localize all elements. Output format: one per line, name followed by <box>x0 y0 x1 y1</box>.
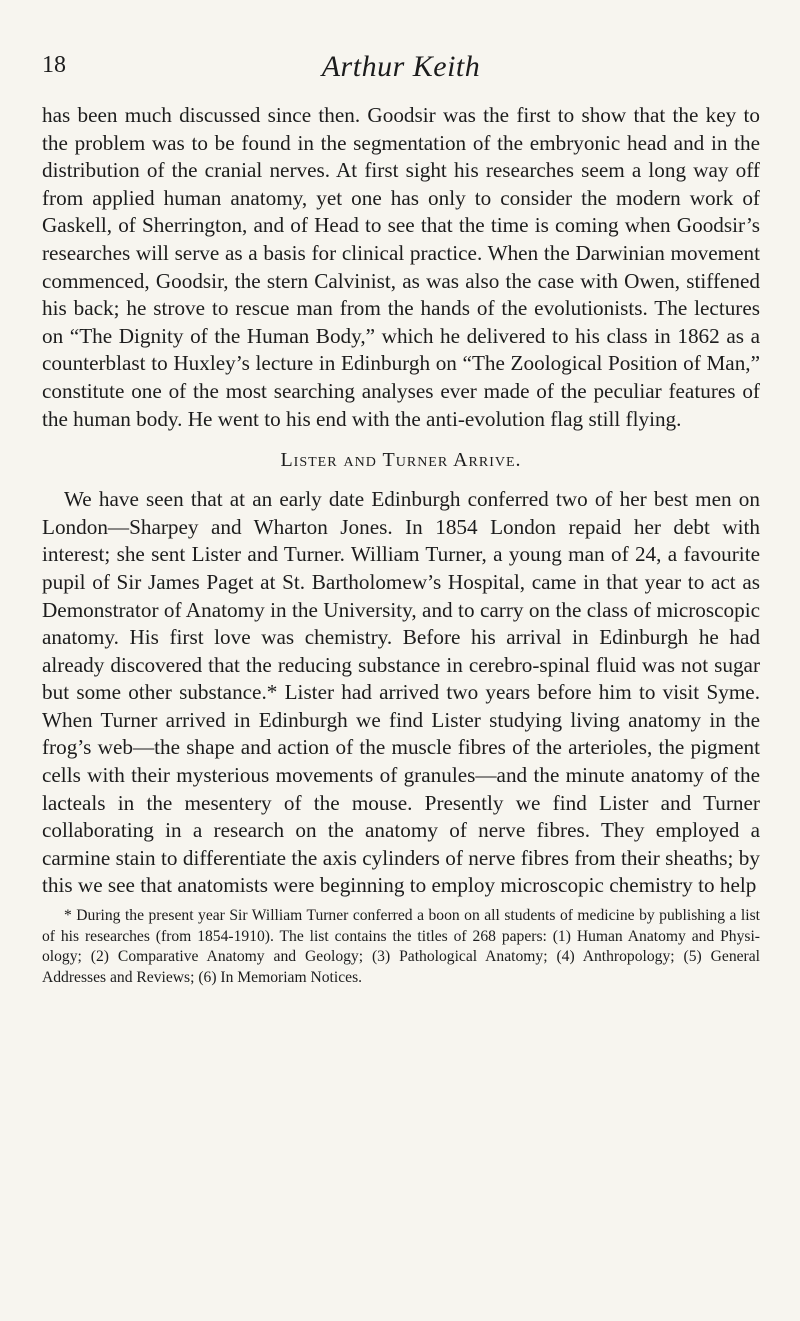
paragraph-goodsir: has been much discussed since then. Goodsir was the first to show that the key to the problem was to be found in the segmentation of the embryonic head and in the distribution of the cranial nerves. At first sight his researches seem a long way off from applied human anatomy, yet one has only to consider the modern work of Gaskell, of Sherrington, and of Head to see that the time is coming when Goodsir’s researches will serve as a basis for clinical practice. When the Darwinian movement commenced, Goodsir, the stern Calvinist, as was also the case with Owen, stiffened his back; he strove to rescue man from the hands of the evolutionists. The lectures on “The Dignity of the Human Body,” which he delivered to his class in 1862 as a counterblast to Huxley’s lecture in Edinburgh on “The Zoological Position of Man,” constitute one of the most searching analyses ever made of the peculiar features of the human body. He went to his end with the anti-evolution flag still flying. <box>42 103 760 431</box>
footnote: * During the present year Sir William Turner conferred a boon on all students of medicine by publishing a list of his researches (from 1854-1910). The list contains the titles of 268 papers: (1) Human Anatomy and Physiology; (2) Comparative Anatomy and Geology; (3) Pathological Anatomy; (4) Anthropology; (5) General Addresses and Reviews; (6) In Memoriam Notices. <box>42 907 760 986</box>
running-title: Arthur Keith <box>321 50 481 83</box>
page-number: 18 <box>42 52 66 78</box>
section-heading: Lister and Turner Arrive. <box>280 449 522 472</box>
paragraph-lister-turner: We have seen that at an early date Edinburgh conferred two of her best men on London—Sharpey and Wharton Jones. In 1854 London repaid her debt with interest; she sent Lister and Turner. William Turner, a young man of 24, a favourite pupil of Sir James Paget at St. Bartholomew’s Hospital, came in that year to act as Demonstrator of Anatomy in the University, and to carry on the class of microscopic anatomy. His first love was chemistry. Before his arrival in Edinburgh he had already discovered that the reducing substance in cerebro-spinal fluid was not sugar but some other substance.* Lister had arrived two years before him to visit Syme. When Turner arrived in Edinburgh we find Lister studying living anatomy in the frog’s web—the shape and action of the muscle fibres of the arterioles, the pigment cells with their mysterious movements of granules—and the minute anatomy of the lacteals in the mesentery of the mouse. Presently we find Lister and Turner collaborating in a research on the anatomy of nerve fibres. They employed a carmine stain to differentiate the axis cylinders of nerve fibres from their sheaths; by this we see that anatomists were beginning to employ microscopic chemistry to help <box>42 487 760 898</box>
running-head <box>42 50 760 90</box>
book-page <box>42 50 760 988</box>
body-text <box>42 102 760 988</box>
